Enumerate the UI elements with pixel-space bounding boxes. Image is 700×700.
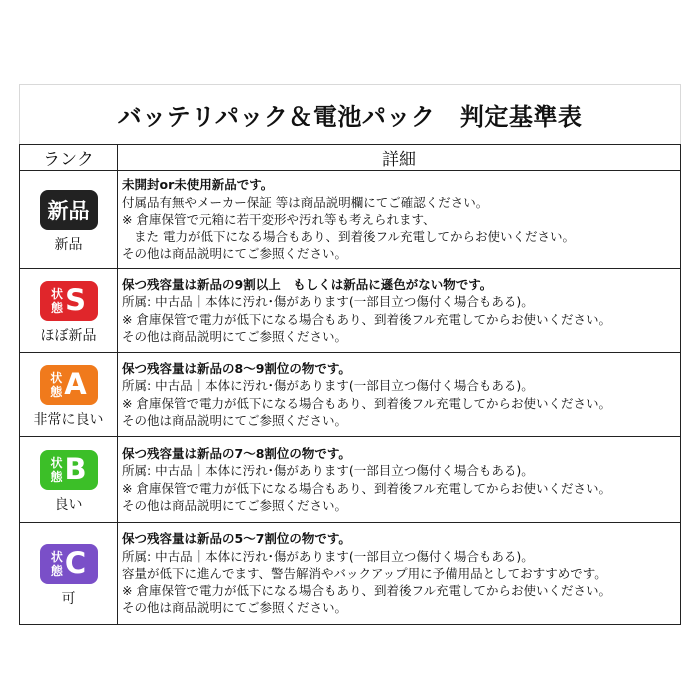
title-box: [19, 84, 681, 144]
badge-text: 新品: [47, 198, 90, 223]
detail-cell: [118, 437, 681, 523]
badge-small-char: 態: [50, 563, 63, 578]
detail-line: 所属: 中古品｜本体に汚れ･傷があります(一部目立つ傷付く場合もある)。: [122, 378, 534, 394]
detail-line: ※ 倉庫保管で元箱に若干変形や汚れ等も考えられます、: [122, 211, 436, 227]
rank-badge-s: [40, 281, 98, 321]
rank-badge-b: [40, 450, 98, 490]
detail-cell: [118, 269, 681, 353]
badge-letter: B: [64, 452, 87, 486]
detail-line: ※ 倉庫保管で電力が低下になる場合もあり、到着後フル充電してからお使いください。: [122, 311, 611, 327]
badge-small-char: 状: [50, 549, 63, 564]
rank-label: 可: [61, 590, 76, 607]
badge-small-char: 態: [50, 469, 63, 484]
rank-header: ランク: [20, 145, 118, 171]
rank-cell: [20, 353, 118, 437]
rank-label: 良い: [54, 496, 83, 513]
detail-line: 付属品有無やメーカー保証 等は商品説明欄にてご確認ください。: [122, 194, 489, 210]
detail-line: 保つ残容量は新品の5～7割位の物です。: [122, 531, 351, 547]
table-header-row: [20, 145, 681, 171]
rank-cell: [20, 171, 118, 269]
detail-line: その他は商品説明にてご参照ください。: [122, 412, 348, 428]
table-row: [20, 353, 681, 437]
badge-small-char: 状: [50, 370, 63, 385]
detail-line: ※ 倉庫保管で電力が低下になる場合もあり、到着後フル充電してからお使いください。: [122, 395, 611, 411]
table-row: [20, 523, 681, 625]
detail-line: ※ 倉庫保管で電力が低下になる場合もあり、到着後フル充電してからお使いください。: [122, 583, 611, 599]
badge-letter: C: [64, 546, 87, 580]
rank-badge-new: [40, 190, 98, 230]
badge-letter: A: [64, 367, 87, 401]
badge-small-char: 態: [50, 384, 63, 399]
table-row: [20, 437, 681, 523]
rank-label: 非常に良い: [33, 411, 104, 428]
detail-cell: [118, 523, 681, 625]
detail-line: 保つ残容量は新品の8～9割位の物です。: [122, 361, 351, 377]
rank-cell: [20, 269, 118, 353]
rank-badge-c: [40, 544, 98, 584]
badge-small-char: 態: [51, 300, 64, 315]
detail-cell: [118, 171, 681, 269]
detail-line: 保つ残容量は新品の7～8割位の物です。: [122, 446, 351, 462]
detail-line: 所属: 中古品｜本体に汚れ･傷があります(一部目立つ傷付く場合もある)。: [122, 294, 534, 310]
rank-label: 新品: [54, 236, 83, 253]
detail-line: その他は商品説明にてご参照ください。: [122, 600, 348, 616]
detail-line: ※ 倉庫保管で電力が低下になる場合もあり、到着後フル充電してからお使いください。: [122, 480, 611, 496]
rank-badge-a: [40, 365, 98, 405]
rank-cell: [20, 523, 118, 625]
badge-small-char: 状: [50, 455, 63, 470]
grading-sheet: [19, 84, 681, 625]
grading-table: [19, 144, 681, 625]
detail-line: 未開封or未使用新品です。: [122, 177, 274, 193]
detail-line: また 電力が低下になる場合もあり、到着後フル充電してからお使いください。: [134, 229, 575, 245]
detail-line: その他は商品説明にてご参照ください。: [122, 497, 348, 513]
rank-cell: [20, 437, 118, 523]
detail-line: その他は商品説明にてご参照ください。: [122, 328, 348, 344]
detail-line: その他は商品説明にてご参照ください。: [122, 246, 348, 262]
detail-line: 所属: 中古品｜本体に汚れ･傷があります(一部目立つ傷付く場合もある)。: [122, 548, 534, 564]
detail-header: 詳細: [118, 145, 681, 171]
rank-label: ほぼ新品: [40, 327, 97, 344]
badge-small-char: 状: [51, 286, 64, 301]
badge-letter: S: [65, 283, 86, 317]
page-title: バッテリパック＆電池パック 判定基準表: [117, 103, 583, 131]
table-row: [20, 171, 681, 269]
detail-line: 保つ残容量は新品の9割以上 もしくは新品に遜色がない物です。: [122, 277, 493, 293]
detail-line: 容量が低下に進んでます、警告解消やバックアップ用に予備用品としておすすめです。: [122, 565, 607, 581]
detail-cell: [118, 353, 681, 437]
detail-line: 所属: 中古品｜本体に汚れ･傷があります(一部目立つ傷付く場合もある)。: [122, 463, 534, 479]
table-row: [20, 269, 681, 353]
